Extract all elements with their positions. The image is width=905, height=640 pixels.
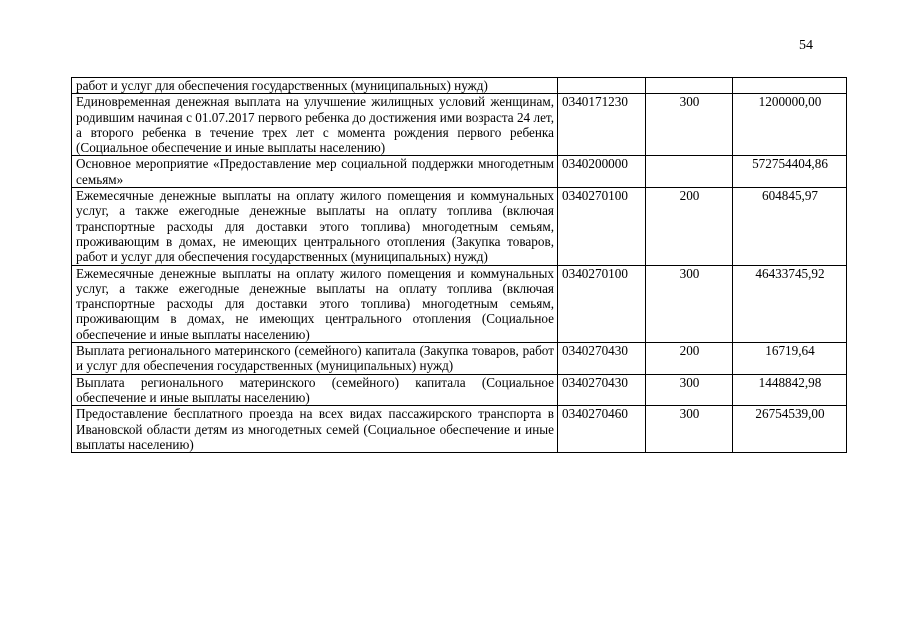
row-code: 0340270460 <box>558 406 646 453</box>
row-amount: 1200000,00 <box>733 94 847 156</box>
row-amount: 16719,64 <box>733 343 847 375</box>
row-expense-type <box>646 78 733 94</box>
table-row <box>72 94 847 156</box>
row-name: Выплата регионального материнского (семейного) капитала (Закупка товаров, работ и услуг для обеспечения государственных (муниципальных) нужд) <box>72 343 558 375</box>
page-number: 54 <box>799 38 813 53</box>
row-amount: 26754539,00 <box>733 406 847 453</box>
row-amount: 572754404,86 <box>733 156 847 188</box>
row-expense-type: 300 <box>646 265 733 342</box>
row-code <box>558 78 646 94</box>
row-name: Ежемесячные денежные выплаты на оплату жилого помещения и коммунальных услуг, а также ежегодные денежные выплаты на оплату топлива (включая транспортные расходы для доставки этого топлива) многодетным семьям, проживающим в домах, не имеющих центрального отопления (Социальное обеспечение и иные выплаты населению) <box>72 265 558 342</box>
row-name: Выплата регионального материнского (семейного) капитала (Социальное обеспечение и иные выплаты населению) <box>72 374 558 406</box>
row-name: работ и услуг для обеспечения государственных (муниципальных) нужд) <box>72 78 558 94</box>
row-name: Единовременная денежная выплата на улучшение жилищных условий женщинам, родившим начиная с 01.07.2017 первого ребенка до достижения ими возраста 24 лет, а второго ребенка в течение трех лет с момента рождения первого ребенка (Социальное обеспечение и иные выплаты населению) <box>72 94 558 156</box>
row-amount <box>733 78 847 94</box>
row-code: 0340270100 <box>558 188 646 265</box>
row-expense-type: 300 <box>646 94 733 156</box>
row-amount: 1448842,98 <box>733 374 847 406</box>
row-expense-type: 300 <box>646 374 733 406</box>
row-code: 0340171230 <box>558 94 646 156</box>
row-code: 0340270430 <box>558 343 646 375</box>
table-row <box>72 78 847 94</box>
table-row <box>72 374 847 406</box>
row-name: Ежемесячные денежные выплаты на оплату жилого помещения и коммунальных услуг, а также ежегодные денежные выплаты на оплату топлива (включая транспортные расходы для доставки этого топлива) многодетным семьям, проживающим в домах, не имеющих центрального отопления (Закупка товаров, работ и услуг для обеспечения государственных (муниципальных) нужд) <box>72 188 558 265</box>
row-code: 0340270430 <box>558 374 646 406</box>
table-row <box>72 188 847 265</box>
budget-table <box>71 77 847 453</box>
row-expense-type: 200 <box>646 343 733 375</box>
table-row <box>72 156 847 188</box>
row-code: 0340270100 <box>558 265 646 342</box>
table-row <box>72 406 847 453</box>
table-row <box>72 343 847 375</box>
table-row <box>72 265 847 342</box>
row-expense-type: 200 <box>646 188 733 265</box>
row-expense-type <box>646 156 733 188</box>
row-expense-type: 300 <box>646 406 733 453</box>
row-name: Основное мероприятие «Предоставление мер социальной поддержки многодетным семьям» <box>72 156 558 188</box>
row-amount: 46433745,92 <box>733 265 847 342</box>
row-amount: 604845,97 <box>733 188 847 265</box>
row-code: 0340200000 <box>558 156 646 188</box>
row-name: Предоставление бесплатного проезда на всех видах пассажирского транспорта в Ивановской области детям из многодетных семей (Социальное обеспечение и иные выплаты населению) <box>72 406 558 453</box>
